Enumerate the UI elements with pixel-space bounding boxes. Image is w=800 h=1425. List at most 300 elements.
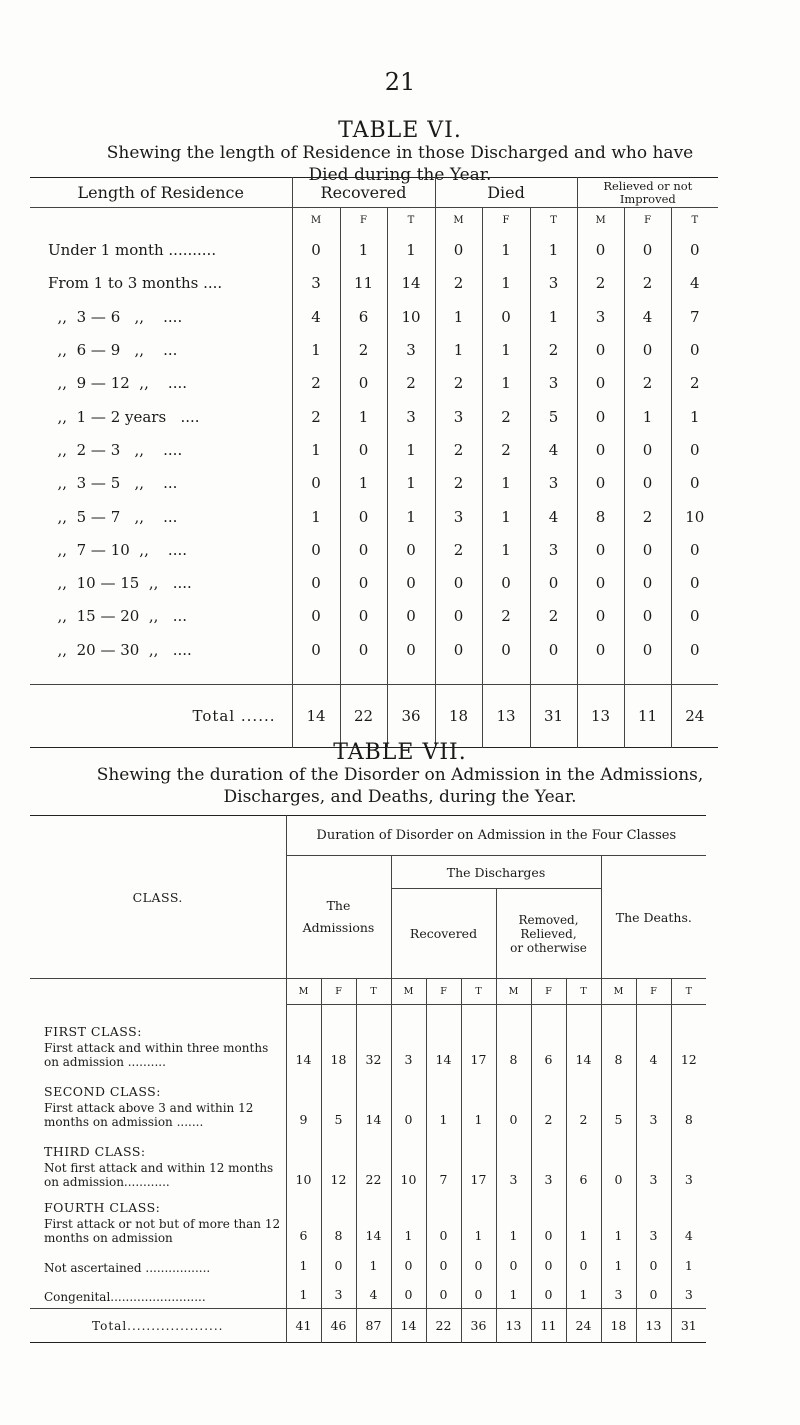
table6-cell: 2: [624, 367, 671, 400]
table7-sub-f: F: [636, 979, 671, 1005]
table6-row: [30, 234, 718, 267]
table7-cell: 1: [286, 1249, 321, 1279]
table7-cell: 14: [356, 1193, 391, 1249]
table6-cell: 3: [435, 500, 482, 533]
table6-row: [30, 633, 718, 666]
table6-cell: 14: [387, 267, 435, 300]
table6-cell: 0: [624, 433, 671, 466]
table7-class-description: Congenital.........................: [44, 1290, 206, 1304]
table7-cell: 1: [426, 1073, 461, 1133]
table6-cell: 0: [624, 566, 671, 599]
table6-cell: 0: [482, 566, 530, 599]
table7-row: [30, 1249, 706, 1279]
table6-cell: 2: [624, 267, 671, 300]
table6-cell: 0: [292, 467, 340, 500]
table6-sub-m: M: [292, 208, 340, 234]
table7-col-admissions-line2: Admissions: [302, 920, 375, 935]
table7-cell: 3: [496, 1133, 531, 1193]
table6-cell: 0: [292, 633, 340, 666]
table6-cell: 0: [435, 600, 482, 633]
table7-sub-m: M: [601, 979, 636, 1005]
table7-cell: 1: [496, 1279, 531, 1309]
table6-cell: 10: [671, 500, 718, 533]
table6-cell: 0: [624, 333, 671, 366]
table7-col-admissions: [286, 856, 391, 979]
table6-cell: 1: [482, 367, 530, 400]
table6-title: TABLE VI.: [338, 118, 462, 143]
table6-subtitle-line1: Shewing the length of Residence in those Discharged and who have: [106, 143, 694, 163]
table7-cell: 6: [286, 1193, 321, 1249]
table7-cell: 0: [321, 1249, 356, 1279]
table6-cell: 0: [577, 566, 624, 599]
table6-cell: 0: [387, 533, 435, 566]
table6-cell: 2: [435, 467, 482, 500]
table6-cell: 2: [435, 267, 482, 300]
table6-row-label: ,, 15 — 20 ,, ...: [48, 607, 187, 626]
table6-total-cell: 36: [387, 685, 435, 748]
table6-row: [30, 300, 718, 333]
table6-cell: 0: [671, 566, 718, 599]
table7-cell: 0: [426, 1249, 461, 1279]
table7-cell: 14: [426, 1005, 461, 1073]
table6-cell: 0: [671, 433, 718, 466]
table7-cell: 0: [636, 1249, 671, 1279]
table6-cell: 2: [292, 367, 340, 400]
table6-total-cell: 22: [340, 685, 387, 748]
table6-cell: 6: [340, 300, 387, 333]
table6-row: [30, 467, 718, 500]
table7-total-cell: 13: [496, 1309, 531, 1343]
table6-total-cell: 24: [671, 685, 718, 748]
table7-sub-f: F: [426, 979, 461, 1005]
table6-cell: 1: [482, 500, 530, 533]
table7-cell: 1: [601, 1249, 636, 1279]
table7-title: TABLE VII.: [333, 740, 467, 765]
table7-cell: 3: [601, 1279, 636, 1309]
table6-cell: 0: [577, 400, 624, 433]
table7-sub-f: F: [321, 979, 356, 1005]
table7-total-cell: 22: [426, 1309, 461, 1343]
table6-row-label: ,, 6 — 9 ,, ...: [48, 341, 178, 360]
table6-cell: 0: [435, 633, 482, 666]
table6-cell: 2: [435, 533, 482, 566]
table7-cell: 2: [566, 1073, 601, 1133]
table6-cell: 0: [482, 633, 530, 666]
table6-col-relieved-line2: Improved: [619, 191, 676, 206]
table7-cell: 3: [321, 1279, 356, 1309]
table7-total-cell: 87: [356, 1309, 391, 1343]
table6-total-label: Total ......: [30, 685, 292, 748]
table7-sub-m: M: [391, 979, 426, 1005]
table7-class-description: First attack or not but of more than 12 months on admission: [44, 1216, 281, 1245]
table6-cell: 1: [292, 433, 340, 466]
table6-row-label: ,, 9 — 12 ,, ....: [48, 374, 187, 393]
table6-cell: 1: [671, 400, 718, 433]
table7-class-heading: FOURTH CLASS:: [44, 1199, 161, 1215]
table6-cell: 0: [340, 600, 387, 633]
table6-cell: 0: [577, 333, 624, 366]
table7-top-header: Duration of Disorder on Admission in the Four Classes: [286, 816, 706, 856]
table7-col-recovered: Recovered: [391, 889, 496, 979]
table7-cell: 1: [601, 1193, 636, 1249]
table7-cell: 10: [391, 1133, 426, 1193]
table6-col-length: Length of Residence: [30, 178, 292, 208]
table7-cell: 1: [286, 1279, 321, 1309]
table6-row: [30, 566, 718, 599]
table6-sub-t: T: [387, 208, 435, 234]
table7-row-label: [30, 1279, 286, 1309]
table6-row-label: ,, 2 — 3 ,, ....: [48, 440, 183, 459]
table7-row-label: [30, 1133, 286, 1193]
table7-class-heading: FIRST CLASS:: [44, 1023, 142, 1039]
table6-cell: 2: [435, 367, 482, 400]
table6-cell: 0: [671, 633, 718, 666]
table7-cell: 8: [671, 1073, 706, 1133]
table7-total-cell: 18: [601, 1309, 636, 1343]
table7-cell: 1: [461, 1073, 496, 1133]
table6-total-cell: 18: [435, 685, 482, 748]
table6-cell: 4: [624, 300, 671, 333]
table7-total-row: [30, 1309, 706, 1343]
table7-cell: 8: [601, 1005, 636, 1073]
table7-total-cell: 36: [461, 1309, 496, 1343]
table7-cell: 0: [601, 1133, 636, 1193]
table6-cell: 3: [387, 400, 435, 433]
table6-row: [30, 600, 718, 633]
table7-cell: 1: [391, 1193, 426, 1249]
table6-cell: 0: [292, 533, 340, 566]
table7-cell: 0: [461, 1279, 496, 1309]
table6-cell: 0: [482, 300, 530, 333]
table7-cell: 12: [671, 1005, 706, 1073]
table6-total-cell: 13: [482, 685, 530, 748]
table7-total-cell: 14: [391, 1309, 426, 1343]
table6-row-label: ,, 7 — 10 ,, ....: [48, 540, 187, 559]
table6-cell: 0: [435, 234, 482, 267]
table7-cell: 22: [356, 1133, 391, 1193]
table6-cell: 3: [530, 467, 577, 500]
table6-cell: 1: [482, 533, 530, 566]
table7-col-admissions-line1: The: [326, 898, 351, 913]
table6-cell: 0: [340, 367, 387, 400]
table7-col-removed: [496, 889, 601, 979]
table6-cell: 2: [482, 600, 530, 633]
table6-sub-f: F: [340, 208, 387, 234]
table6-cell: 1: [482, 467, 530, 500]
table6-cell: 1: [435, 333, 482, 366]
table7-cell: 1: [671, 1249, 706, 1279]
table6-row: [30, 267, 718, 300]
table6-sub-t: T: [530, 208, 577, 234]
table7-cell: 0: [531, 1249, 566, 1279]
table6-cell: 0: [530, 566, 577, 599]
table6-row-label: ,, 3 — 5 ,, ...: [48, 474, 178, 493]
table7-cell: 17: [461, 1133, 496, 1193]
table6-cell: 0: [577, 633, 624, 666]
table6-cell: 1: [292, 333, 340, 366]
table7-row-label: [30, 1005, 286, 1073]
table6-row: [30, 333, 718, 366]
table6-cell: 0: [292, 234, 340, 267]
table7-row: [30, 1133, 706, 1193]
table7-total-cell: 31: [671, 1309, 706, 1343]
table7-cell: 18: [321, 1005, 356, 1073]
table7-cell: 7: [426, 1133, 461, 1193]
table6-cell: 4: [671, 267, 718, 300]
table6-cell: 2: [387, 367, 435, 400]
table6-sub-f: F: [624, 208, 671, 234]
table7-cell: 8: [321, 1193, 356, 1249]
table7-cell: 2: [531, 1073, 566, 1133]
table6-col-relieved: [577, 178, 718, 208]
table7-cell: 0: [391, 1249, 426, 1279]
table6-cell: 0: [671, 333, 718, 366]
table7-class-heading: SECOND CLASS:: [44, 1083, 161, 1099]
table7-total-cell: 11: [531, 1309, 566, 1343]
table7-cell: 3: [636, 1073, 671, 1133]
table6-cell: 1: [292, 500, 340, 533]
table6-cell: 0: [624, 533, 671, 566]
table6-cell: 1: [530, 300, 577, 333]
table6-cell: 1: [482, 333, 530, 366]
table6-row: [30, 533, 718, 566]
table6-cell: 1: [387, 433, 435, 466]
table7-sub-f: F: [531, 979, 566, 1005]
table6-row: [30, 367, 718, 400]
table7-total-cell: 13: [636, 1309, 671, 1343]
table6-cell: 10: [387, 300, 435, 333]
table6-cell: 2: [671, 367, 718, 400]
table7-cell: 4: [671, 1193, 706, 1249]
table6-cell: 0: [577, 467, 624, 500]
table7-cell: 12: [321, 1133, 356, 1193]
table7-cell: 0: [391, 1279, 426, 1309]
table6-cell: 2: [435, 433, 482, 466]
table6-cell: 3: [435, 400, 482, 433]
table6-cell: 0: [387, 566, 435, 599]
table7-col-removed-line1: Removed,: [518, 912, 579, 927]
table6-cell: 0: [340, 433, 387, 466]
table6-row-label: ,, 5 — 7 ,, ...: [48, 507, 178, 526]
table6-row-label: ,, 10 — 15 ,, ....: [48, 574, 192, 593]
table6-col-died: Died: [435, 178, 577, 208]
table7-cell: 0: [531, 1279, 566, 1309]
table7-sub-m: M: [496, 979, 531, 1005]
table6-cell: 0: [340, 566, 387, 599]
table7-row: [30, 1193, 706, 1249]
table6: [30, 177, 718, 748]
table6-row: [30, 400, 718, 433]
table7-cell: 4: [636, 1005, 671, 1073]
table7-sub-t: T: [356, 979, 391, 1005]
table7-class-description: First attack and within three months on admission ..........: [44, 1040, 269, 1069]
table6-cell: 1: [387, 234, 435, 267]
table6-cell: 3: [577, 300, 624, 333]
table6-total-cell: 31: [530, 685, 577, 748]
table6-cell: 5: [530, 400, 577, 433]
table6-cell: 0: [624, 467, 671, 500]
table6-cell: 0: [624, 633, 671, 666]
table7-row: [30, 1279, 706, 1309]
table6-cell: 1: [482, 267, 530, 300]
table6-cell: 4: [530, 500, 577, 533]
table6-row: [30, 500, 718, 533]
table6-cell: 0: [340, 533, 387, 566]
table6-cell: 0: [671, 467, 718, 500]
table6-cell: 4: [292, 300, 340, 333]
table7-col-discharges: The Discharges: [391, 856, 601, 889]
table6-cell: 0: [577, 533, 624, 566]
table7-cell: 6: [531, 1005, 566, 1073]
table6-cell: 2: [292, 400, 340, 433]
table6-cell: 2: [482, 433, 530, 466]
table6-cell: 0: [340, 500, 387, 533]
table6-total-cell: 14: [292, 685, 340, 748]
table7-cell: 3: [391, 1005, 426, 1073]
table7-cell: 14: [566, 1005, 601, 1073]
table6-cell: 0: [671, 234, 718, 267]
table7-class-heading: THIRD CLASS:: [44, 1143, 146, 1159]
table7-cell: 0: [461, 1249, 496, 1279]
table7-sub-t: T: [671, 979, 706, 1005]
table7-class-description: First attack above 3 and within 12 months on admission .......: [44, 1100, 254, 1129]
table6-cell: 1: [340, 467, 387, 500]
table7-total-cell: 41: [286, 1309, 321, 1343]
table7-sub-m: M: [286, 979, 321, 1005]
table6-sub-blank: [30, 208, 292, 234]
table6-cell: 11: [340, 267, 387, 300]
table6-sub-f: F: [482, 208, 530, 234]
table7-cell: 0: [566, 1249, 601, 1279]
table6-sub-t: T: [671, 208, 718, 234]
table6-row-label: ,, 1 — 2 years ....: [48, 407, 200, 426]
table6-total-cell: 11: [624, 685, 671, 748]
table7-total-cell: 46: [321, 1309, 356, 1343]
table7-cell: 0: [426, 1193, 461, 1249]
table6-row-label: ,, 20 — 30 ,, ....: [48, 640, 192, 659]
table7-cell: 0: [496, 1073, 531, 1133]
table7-cell: 1: [461, 1193, 496, 1249]
table7: [30, 815, 706, 1343]
table6-cell: 1: [435, 300, 482, 333]
table6-cell: 0: [387, 600, 435, 633]
table6-sub-m: M: [435, 208, 482, 234]
table7-total-cell: 24: [566, 1309, 601, 1343]
table7-subtitle-line2: Discharges, and Deaths, during the Year.: [223, 787, 577, 807]
table7-row: [30, 1005, 706, 1073]
table6-cell: 3: [387, 333, 435, 366]
table6-cell: 1: [340, 400, 387, 433]
table7-cell: 1: [496, 1193, 531, 1249]
table7-cell: 3: [671, 1279, 706, 1309]
table7-cell: 17: [461, 1005, 496, 1073]
table6-total-cell: 13: [577, 685, 624, 748]
table6-cell: 2: [340, 333, 387, 366]
table7-cell: 4: [356, 1279, 391, 1309]
table6-col-relieved-line1: Relieved or not: [603, 178, 693, 193]
table6-sub-m: M: [577, 208, 624, 234]
table6-cell: 0: [577, 367, 624, 400]
table6-row-label: From 1 to 3 months ....: [48, 274, 223, 293]
table7-sub-blank: [30, 979, 286, 1005]
table6-cell: 0: [671, 600, 718, 633]
table6-cell: 3: [292, 267, 340, 300]
table7-cell: 6: [566, 1133, 601, 1193]
table6-cell: 0: [292, 600, 340, 633]
table7-sub-t: T: [461, 979, 496, 1005]
table7-cell: 3: [636, 1193, 671, 1249]
table7-cell: 0: [636, 1279, 671, 1309]
table7-sub-t: T: [566, 979, 601, 1005]
table7-row-label: [30, 1073, 286, 1133]
table7-col-removed-line2: Relieved,: [520, 926, 577, 941]
table7-cell: 14: [356, 1073, 391, 1133]
table6-subtitle-line2: Died during the Year.: [308, 165, 492, 185]
table7-col-removed-line3: or otherwise: [510, 940, 587, 955]
table6-cell: 8: [577, 500, 624, 533]
table7-cell: 5: [321, 1073, 356, 1133]
table6-cell: 0: [624, 600, 671, 633]
table6-cell: 1: [340, 234, 387, 267]
table7-cell: 32: [356, 1005, 391, 1073]
table6-cell: 0: [387, 633, 435, 666]
table6-row-label: ,, 3 — 6 ,, ....: [48, 307, 183, 326]
table7-cell: 1: [566, 1279, 601, 1309]
table7-cell: 0: [531, 1193, 566, 1249]
table7-row-label: [30, 1193, 286, 1249]
table6-cell: 2: [530, 600, 577, 633]
table7-row: [30, 1073, 706, 1133]
table7-subtitle: [0, 764, 800, 808]
table7-cell: 3: [636, 1133, 671, 1193]
table6-cell: 0: [435, 566, 482, 599]
table7-cell: 14: [286, 1005, 321, 1073]
table6-cell: 0: [530, 633, 577, 666]
table7-row-label: [30, 1249, 286, 1279]
table6-cell: 1: [387, 500, 435, 533]
table6-cell: 0: [577, 433, 624, 466]
page-number: 21: [384, 68, 416, 96]
table6-cell: 0: [577, 600, 624, 633]
table6-cell: 3: [530, 367, 577, 400]
table6-cell: 2: [530, 333, 577, 366]
table6-cell: 0: [624, 234, 671, 267]
table6-cell: 1: [482, 234, 530, 267]
table7-total-label: Total....................: [30, 1309, 286, 1343]
table6-cell: 2: [482, 400, 530, 433]
table6-cell: 3: [530, 267, 577, 300]
table7-cell: 0: [496, 1249, 531, 1279]
table7-cell: 8: [496, 1005, 531, 1073]
table6-cell: 4: [530, 433, 577, 466]
table6-cell: 1: [530, 234, 577, 267]
table7-cell: 1: [566, 1193, 601, 1249]
table6-cell: 0: [671, 533, 718, 566]
table7-cell: 5: [601, 1073, 636, 1133]
table7-class-description: Not first attack and within 12 months on admission............: [44, 1160, 274, 1189]
table7-class-description: Not ascertained .................: [44, 1260, 211, 1275]
table7-cell: 3: [531, 1133, 566, 1193]
table7-cell: 0: [391, 1073, 426, 1133]
table6-row: [30, 433, 718, 466]
table6-row-label: Under 1 month ..........: [48, 241, 217, 260]
table6-cell: 0: [340, 633, 387, 666]
table6-cell: 2: [577, 267, 624, 300]
table6-total-row: [30, 685, 718, 748]
table7-cell: 1: [356, 1249, 391, 1279]
table6-cell: 0: [577, 234, 624, 267]
table6-cell: 0: [292, 566, 340, 599]
